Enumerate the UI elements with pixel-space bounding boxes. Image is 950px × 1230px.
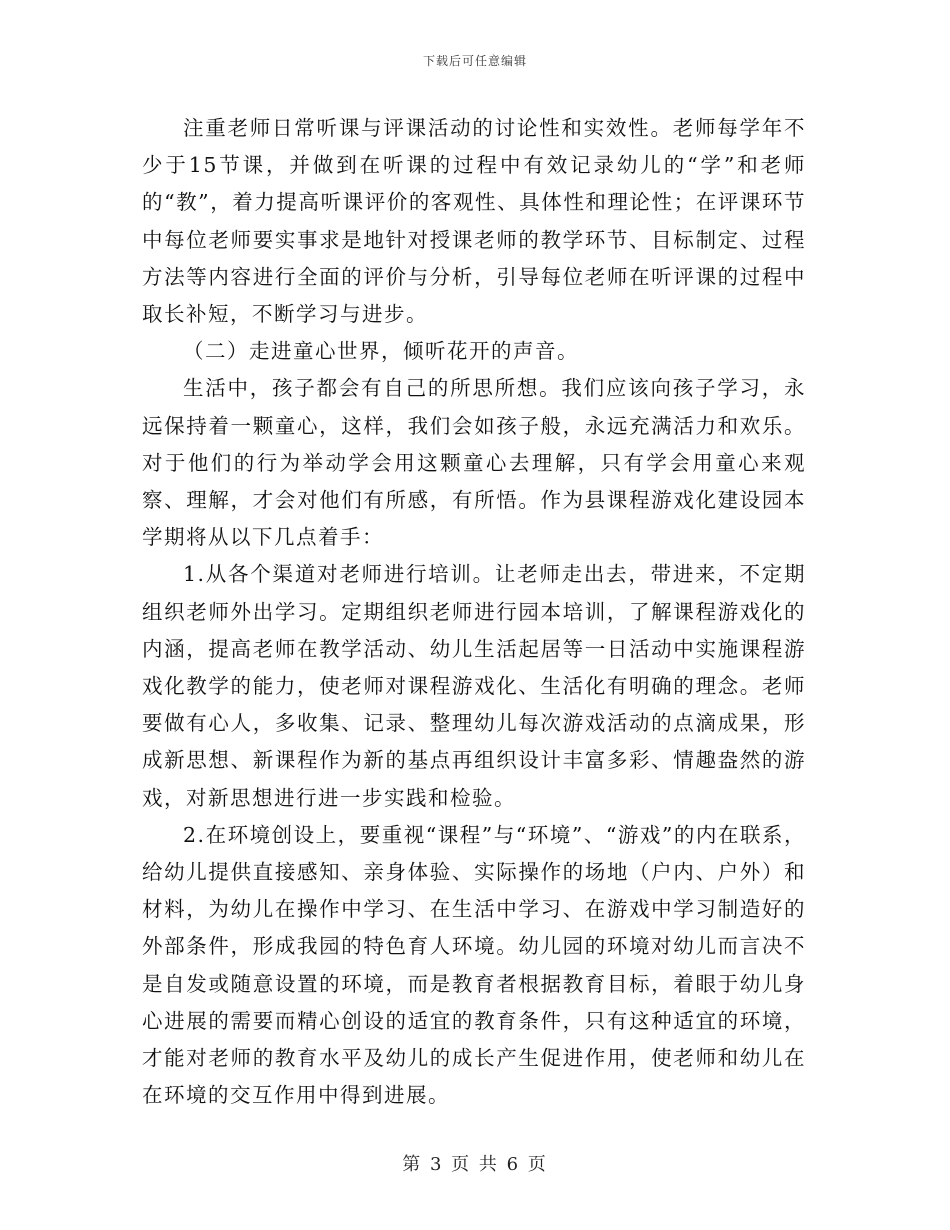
paragraph-environment-creation: 2.在环境创设上，要重视“课程”与“环境”、“游戏”的内在联系，给幼儿提供直接感知、亲身体验、实际操作的场地（户内、户外）和材料，为幼儿在操作中学习、在生活中学习、在游戏中学习制造好的外部条件，形成我园的特色育人环境。幼儿园的环境对幼儿而言决不是自发或随意设置的环境，而是教育者根据教育目标，着眼于幼儿身心进展的需要而精心创设的适宜的教育条件，只有这种适宜的环境，才能对老师的教育水平及幼儿的成长产生促进作用，使老师和幼儿在在环境的交互作用中得到进展。 <box>142 822 806 1108</box>
document-body <box>142 110 806 1114</box>
paragraph-childlike-heart: 生活中，孩子都会有自己的所思所想。我们应该向孩子学习，永远保持着一颗童心，这样，我们会如孩子般，永远充满活力和欢乐。对于他们的行为举动学会用这颗童心去理解，只有学会用童心来观察、理解，才会对他们有所感，有所悟。作为县课程游戏化建设园本学期将从以下几点着手： <box>142 376 806 550</box>
page-number: 第 3 页 共 6 页 <box>402 1154 548 1175</box>
section-heading-childlike-world: （二）走进童心世界，倾听花开的声音。 <box>183 339 579 364</box>
paragraph-lesson-evaluation: 注重老师日常听课与评课活动的讨论性和实效性。老师每学年不少于15节课，并做到在听课的过程中有效记录幼儿的“学”和老师的“教”，着力提高听课评价的客观性、具体性和理论性；在评课环节中每位老师要实事求是地针对授课老师的教学环节、目标制定、过程方法等内容进行全面的评价与分析，引导每位老师在听评课的过程中取长补短，不断学习与进步。 <box>142 116 806 327</box>
paragraph-teacher-training: 1.从各个渠道对老师进行培训。让老师走出去，带进来，不定期组织老师外出学习。定期组织老师进行园本培训，了解课程游戏化的内涵，提高老师在教学活动、幼儿生活起居等一日活动中实施课程游戏化教学的能力，使老师对课程游戏化、生活化有明确的理念。老师要做有心人，多收集、记录、整理幼儿每次游戏活动的点滴成果，形成新思想、新课程作为新的基点再组织设计丰富多彩、情趣盎然的游戏，对新思想进行进一步实践和检验。 <box>142 562 806 810</box>
page-header: 下载后可任意编辑 <box>422 54 527 68</box>
